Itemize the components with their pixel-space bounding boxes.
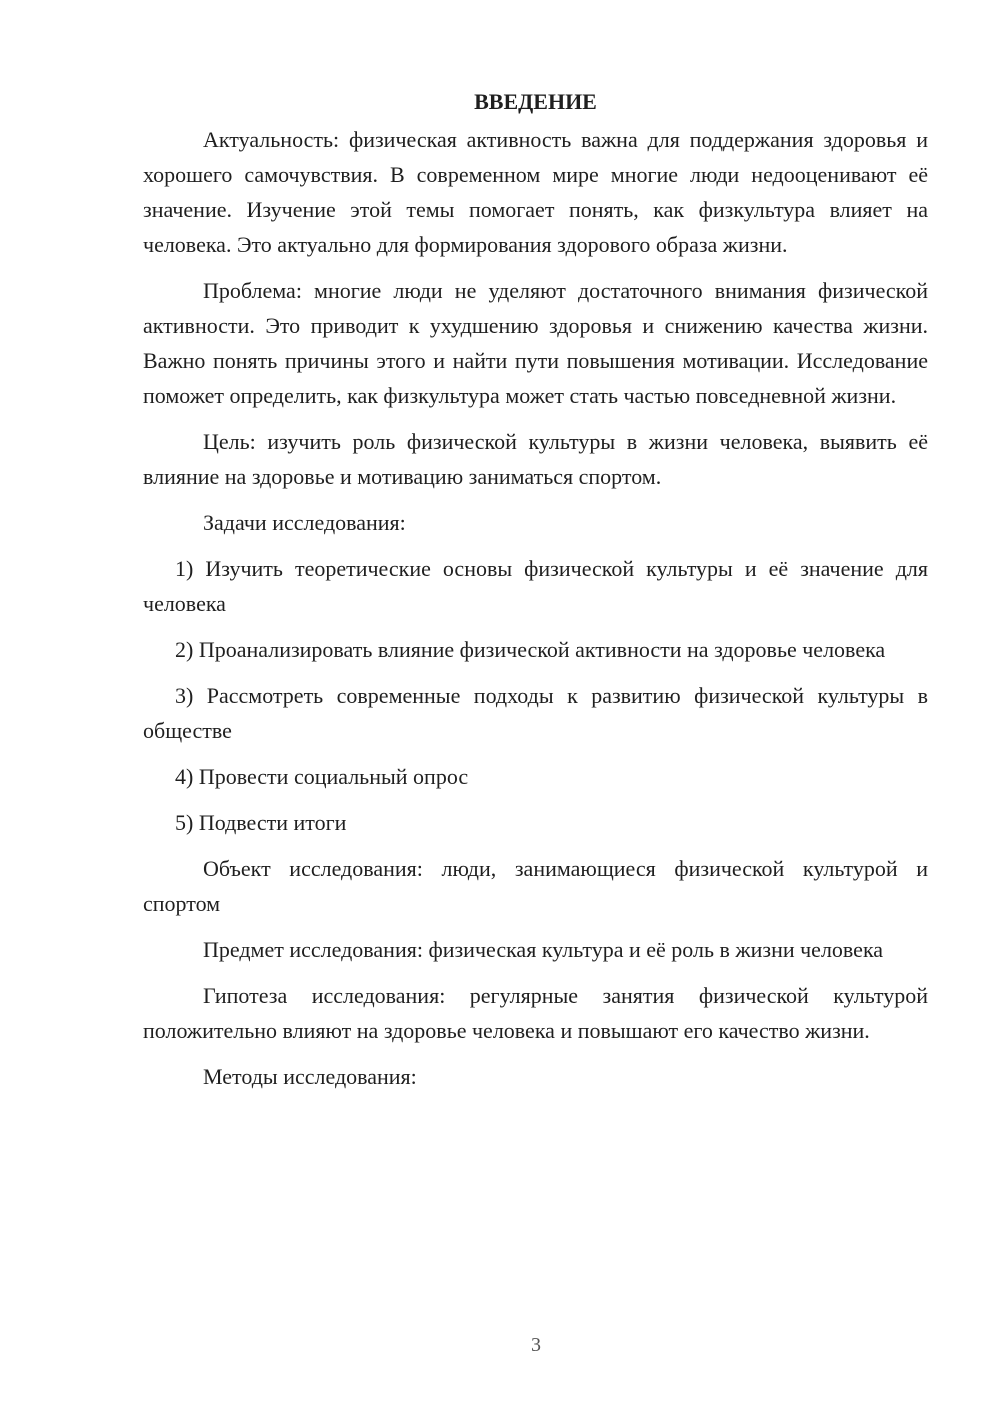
- task-item-5: 5) Подвести итоги: [175, 810, 347, 835]
- paragraph-problem: Проблема: многие люди не уделяют достаточного внимания физической активности. Это приводит к ухудшению здоровья и снижению качества жизни. Важно понять причины этого и найти пути повышения мотивации. Исследование поможет определить, как физкультура может стать частью повседневной жизни.: [143, 278, 928, 408]
- task-item-3: 3) Рассмотреть современные подходы к развитию физической культуры в обществе: [143, 683, 928, 743]
- paragraph-object: Объект исследования: люди, занимающиеся физической культурой и спортом: [143, 856, 928, 916]
- page-number: 3: [531, 1334, 541, 1356]
- paragraph-methods-heading: Методы исследования:: [203, 1064, 417, 1089]
- task-item-4: 4) Провести социальный опрос: [175, 764, 469, 789]
- section-title: ВВЕДЕНИЕ: [474, 89, 597, 114]
- task-item-2: 2) Проанализировать влияние физической активности на здоровье человека: [175, 637, 886, 662]
- document-page: [143, 88, 928, 1105]
- task-item-1: 1) Изучить теоретические основы физической культуры и её значение для человека: [143, 556, 928, 616]
- paragraph-relevance: Актуальность: физическая активность важна для поддержания здоровья и хорошего самочувствия. В современном мире многие люди недооценивают её значение. Изучение этой темы помогает понять, как физкультура влияет на человека. Это актуально для формирования здорового образа жизни.: [143, 127, 928, 257]
- paragraph-tasks-heading: Задачи исследования:: [203, 510, 406, 535]
- paragraph-subject: Предмет исследования: физическая культура и её роль в жизни человека: [203, 937, 884, 962]
- paragraph-goal: Цель: изучить роль физической культуры в жизни человека, выявить её влияние на здоровье и мотивацию заниматься спортом.: [143, 429, 928, 489]
- paragraph-hypothesis: Гипотеза исследования: регулярные занятия физической культурой положительно влияют на здоровье человека и повышают его качество жизни.: [143, 983, 928, 1043]
